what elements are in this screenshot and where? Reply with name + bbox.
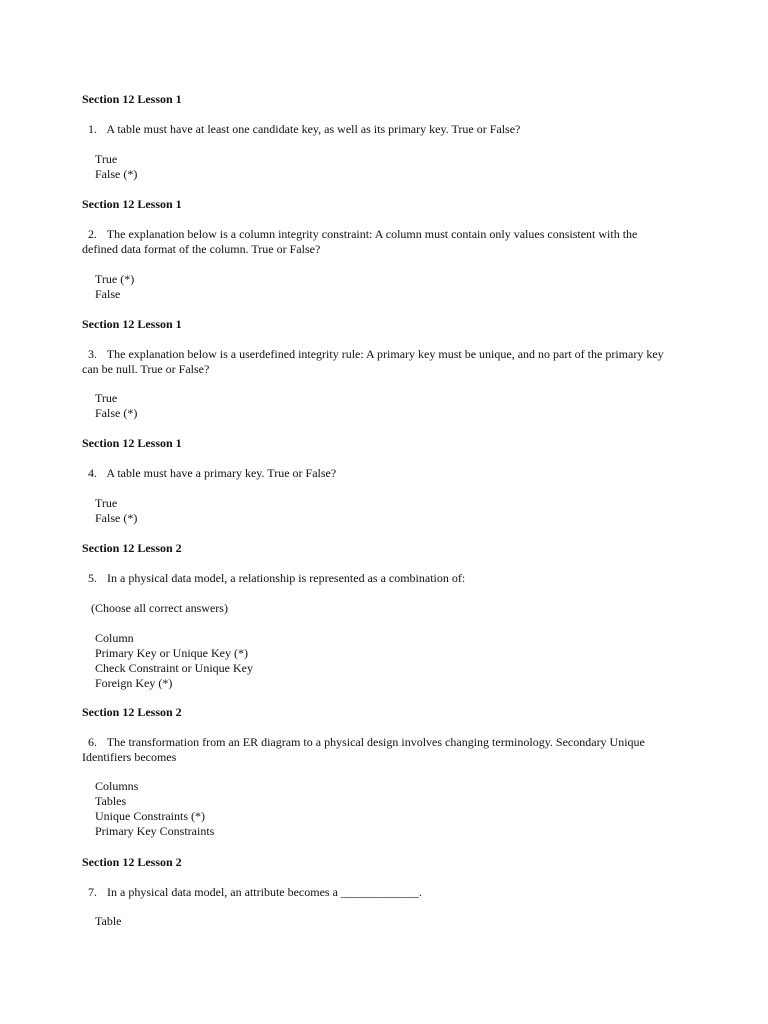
question-text	[82, 227, 674, 257]
question-block-2	[82, 197, 682, 301]
question-prompt: The transformation from an ER diagram to a physical design involves changing terminology. Secondary Unique Identifiers becomes	[82, 735, 645, 764]
answer-option: True (*)	[95, 272, 135, 286]
question-prompt: A table must have at least one candidate key, as well as its primary key. True or False?	[106, 122, 521, 136]
answer-list	[95, 152, 137, 182]
question-number: 5.	[88, 571, 97, 585]
question-number: 6.	[88, 735, 97, 749]
answer-list	[95, 914, 121, 929]
question-block-5	[82, 541, 682, 690]
answer-option: Tables	[95, 794, 127, 808]
question-prompt: In a physical data model, an attribute becomes a _____________.	[107, 885, 422, 899]
answer-option: False (*)	[95, 406, 138, 420]
question-text	[82, 735, 674, 765]
section-heading: Section 12 Lesson 1	[82, 436, 182, 450]
section-heading: Section 12 Lesson 1	[82, 317, 182, 331]
question-number: 4.	[88, 466, 97, 480]
section-heading: Section 12 Lesson 2	[82, 541, 182, 555]
question-text	[82, 571, 674, 586]
section-heading: Section 12 Lesson 2	[82, 705, 182, 719]
answer-option: False (*)	[95, 167, 138, 181]
question-block-7	[82, 855, 682, 928]
answer-option: Column	[95, 631, 134, 645]
question-text	[82, 466, 674, 481]
answer-option: True	[95, 152, 118, 166]
question-number: 3.	[88, 347, 97, 361]
question-prompt: The explanation below is a userdefined integrity rule: A primary key must be unique, and no part of the primary key can be null. True or False?	[82, 347, 664, 376]
answer-option: False (*)	[95, 511, 138, 525]
question-prompt: A table must have a primary key. True or False?	[106, 466, 337, 480]
answer-option: True	[95, 391, 118, 405]
question-block-6	[82, 705, 682, 838]
question-block-1	[82, 92, 682, 181]
answer-option: False	[95, 287, 121, 301]
answer-option: Unique Constraints (*)	[95, 809, 205, 823]
question-prompt: The explanation below is a column integrity constraint: A column must contain only values consistent with the defined data format of the column. True or False?	[82, 227, 638, 256]
answer-option: Foreign Key (*)	[95, 676, 173, 690]
question-text	[82, 122, 674, 137]
question-block-4	[82, 436, 682, 525]
answer-option: Columns	[95, 779, 139, 793]
section-heading: Section 12 Lesson 2	[82, 855, 182, 869]
question-text	[82, 347, 674, 377]
question-text	[82, 885, 674, 900]
question-instruction: (Choose all correct answers)	[91, 601, 228, 615]
section-heading: Section 12 Lesson 1	[82, 197, 182, 211]
answer-list	[95, 496, 137, 526]
answer-option: Table	[95, 914, 122, 928]
question-number: 2.	[88, 227, 97, 241]
answer-option: Primary Key or Unique Key (*)	[95, 646, 248, 660]
question-block-3	[82, 317, 682, 420]
answer-list	[95, 631, 253, 691]
answer-list	[95, 391, 137, 421]
answer-list	[95, 779, 214, 839]
question-number: 1.	[88, 122, 97, 136]
answer-option: Primary Key Constraints	[95, 824, 215, 838]
answer-option: True	[95, 496, 118, 510]
section-heading: Section 12 Lesson 1	[82, 92, 182, 106]
answer-option: Check Constraint or Unique Key	[95, 661, 253, 675]
question-number: 7.	[88, 885, 97, 899]
question-prompt: In a physical data model, a relationship is represented as a combination of:	[107, 571, 466, 585]
answer-list	[95, 272, 134, 302]
